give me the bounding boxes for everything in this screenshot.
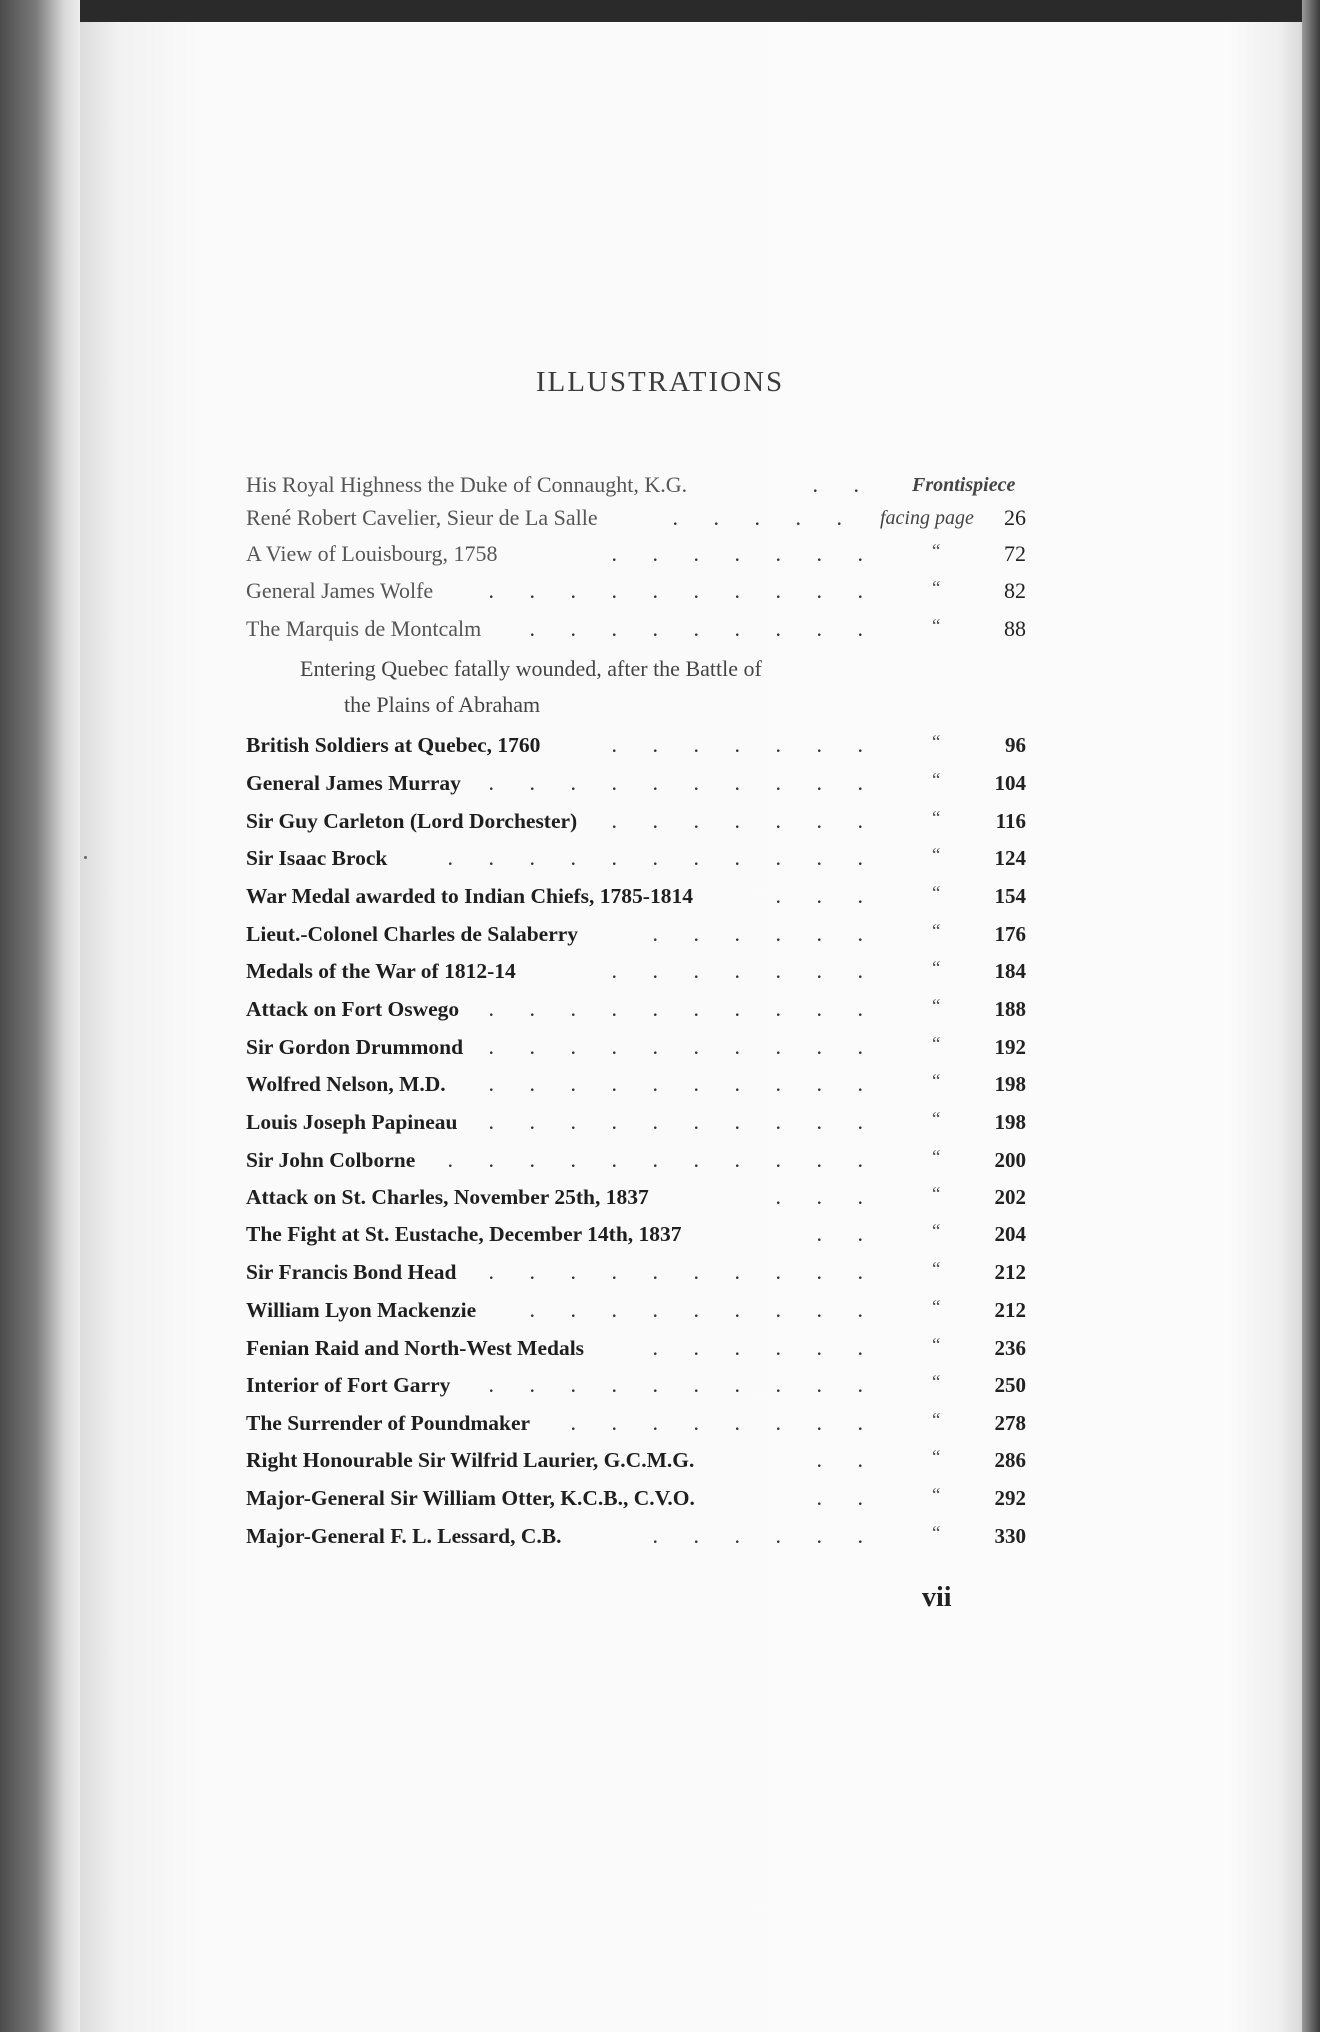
ditto-mark: “	[932, 1297, 941, 1318]
list-item	[0, 537, 1320, 571]
entry-label: Sir Gordon Drummond	[246, 1035, 464, 1059]
leader-dots: . . . . . . . . . .	[488, 1259, 878, 1284]
entry-subtitle-line: the Plains of Abraham	[344, 692, 541, 717]
ditto-mark: “	[932, 1184, 941, 1205]
entry-label: Sir Isaac Brock	[246, 846, 388, 870]
entry-label: Fenian Raid and North-West Medals	[246, 1336, 585, 1360]
ditto-mark: “	[932, 1109, 941, 1130]
entry-label: War Medal awarded to Indian Chiefs, 1785-1814	[246, 884, 693, 908]
entry-page-number: 212	[994, 1260, 1026, 1284]
page-folio: vii	[922, 1582, 952, 1613]
entry-label: Louis Joseph Papineau	[246, 1110, 458, 1134]
entry-label: William Lyon Mackenzie	[246, 1298, 477, 1322]
entry-label: Sir Guy Carleton (Lord Dorchester)	[246, 809, 578, 833]
list-item	[0, 501, 1320, 535]
entry-label: British Soldiers at Quebec, 1760	[246, 733, 541, 757]
ditto-mark: “	[932, 996, 941, 1017]
entry-label: The Fight at St. Eustache, December 14th, 1837	[246, 1222, 682, 1246]
list-item	[0, 954, 1320, 988]
entry-label: Lieut.-Colonel Charles de Salaberry	[246, 922, 579, 946]
entry-page-number: 104	[994, 771, 1026, 795]
leader-dots: . . . . . . . .	[570, 1410, 878, 1435]
list-item	[0, 917, 1320, 951]
leader-dots: . . . . . . . . . .	[488, 578, 878, 603]
entry-page-number: 198	[994, 1110, 1026, 1134]
list-item	[0, 1217, 1320, 1251]
ditto-mark: “	[932, 808, 941, 829]
entry-page-number: 88	[1004, 616, 1026, 641]
list-item	[0, 1255, 1320, 1289]
leader-dots: . .	[816, 1221, 878, 1246]
ditto-mark: “	[932, 883, 941, 904]
ditto-mark: “	[932, 1485, 941, 1506]
ditto-mark: “	[932, 1034, 941, 1055]
list-item	[0, 804, 1320, 838]
ditto-mark: “	[932, 616, 941, 637]
entry-label: Attack on St. Charles, November 25th, 1837	[246, 1185, 649, 1209]
list-item	[0, 1030, 1320, 1064]
entry-subtitle-line: Entering Quebec fatally wounded, after the Battle of	[300, 656, 762, 681]
leader-dots: . . . . . . .	[611, 732, 878, 757]
list-item	[0, 879, 1320, 913]
leader-dots: . . . . .	[672, 505, 857, 530]
list-item	[0, 1293, 1320, 1327]
entry-page-number: 200	[994, 1148, 1026, 1172]
book-page	[80, 22, 1305, 2032]
entry-page-number: 292	[994, 1486, 1026, 1510]
list-item	[0, 574, 1320, 608]
leader-dots: . . . . . .	[652, 1335, 878, 1360]
list-item	[0, 1406, 1320, 1440]
leader-dots: . . . . . . .	[611, 808, 878, 833]
entry-label: Major-General Sir William Otter, K.C.B., C.V.O.	[246, 1486, 695, 1510]
entry-label: General James Wolfe	[246, 578, 434, 603]
leader-dots: . . . . . . .	[611, 958, 878, 983]
entry-page-number: 202	[994, 1185, 1026, 1209]
facing-page-note: facing page	[880, 507, 974, 529]
entry-page-number: 96	[1005, 733, 1026, 757]
list-item	[0, 1443, 1320, 1477]
leader-dots: . . . . . . . . . .	[488, 770, 878, 795]
entry-label: His Royal Highness the Duke of Connaught, K.G.	[246, 472, 688, 497]
entry-page-number: 116	[995, 809, 1026, 833]
page-title: ILLUSTRATIONS	[535, 366, 785, 398]
entry-label: Major-General F. L. Lessard, C.B.	[246, 1524, 562, 1548]
ditto-mark: “	[932, 1447, 941, 1468]
ditto-mark: “	[932, 1071, 941, 1092]
entry-label: The Surrender of Poundmaker	[246, 1411, 531, 1435]
list-item	[0, 841, 1320, 875]
leader-dots: . . . . . . . . .	[529, 616, 878, 641]
entry-page-number: 192	[994, 1035, 1026, 1059]
entry-label: A View of Louisbourg, 1758	[246, 541, 498, 566]
entry-page-number: 330	[994, 1524, 1026, 1548]
leader-dots: . .	[812, 472, 874, 497]
list-item	[0, 1331, 1320, 1365]
frontispiece-note: Frontispiece	[912, 474, 1016, 496]
list-item	[0, 1481, 1320, 1515]
ditto-mark: “	[932, 1147, 941, 1168]
ditto-mark: “	[932, 1410, 941, 1431]
entry-label: General James Murray	[246, 771, 461, 795]
leader-dots: . .	[816, 1447, 878, 1472]
entry-page-number: 250	[994, 1373, 1026, 1397]
entry-page-number: 176	[994, 922, 1026, 946]
leader-dots: . . .	[775, 1184, 878, 1209]
entry-label: Interior of Fort Garry	[246, 1373, 451, 1397]
leader-dots: . . . . . . . . . . .	[447, 1147, 878, 1172]
ditto-mark: “	[932, 541, 941, 562]
leader-dots: . . . . . . . . .	[529, 1297, 878, 1322]
entry-page-number: 278	[994, 1411, 1026, 1435]
ditto-mark: “	[932, 1259, 941, 1280]
leader-dots: . . . . . . . . . .	[488, 1109, 878, 1134]
list-item	[0, 1105, 1320, 1139]
list-item	[0, 1180, 1320, 1214]
entry-page-number: 26	[1004, 505, 1026, 530]
list-item	[0, 728, 1320, 762]
entry-label: The Marquis de Montcalm	[246, 616, 482, 641]
list-item	[0, 1143, 1320, 1177]
entry-label: Wolfred Nelson, M.D.	[246, 1072, 446, 1096]
entry-label: René Robert Cavelier, Sieur de La Salle	[246, 505, 598, 530]
ditto-mark: “	[932, 770, 941, 791]
entry-label: Sir John Colborne	[246, 1148, 416, 1172]
leader-dots: . . . . . . .	[611, 541, 878, 566]
ditto-mark: “	[932, 921, 941, 942]
leader-dots: . . . . . .	[652, 921, 878, 946]
ditto-mark: “	[932, 732, 941, 753]
leader-dots: . . . . . . . . . .	[488, 1034, 878, 1059]
entry-page-number: 188	[994, 997, 1026, 1021]
list-item	[0, 468, 1320, 502]
entry-page-number: 204	[994, 1222, 1026, 1246]
ditto-mark: “	[932, 958, 941, 979]
ditto-mark: “	[932, 1335, 941, 1356]
leader-dots: . . . . . . . . . . .	[447, 845, 878, 870]
entry-page-number: 154	[994, 884, 1026, 908]
list-item	[0, 992, 1320, 1026]
list-item	[0, 1067, 1320, 1101]
leader-dots: . . . . . . . . . .	[488, 1071, 878, 1096]
entry-page-number: 124	[994, 846, 1026, 870]
list-item	[0, 1519, 1320, 1553]
entry-page-number: 212	[994, 1298, 1026, 1322]
list-item	[0, 612, 1320, 646]
ditto-mark: “	[932, 1523, 941, 1544]
ditto-mark: “	[932, 578, 941, 599]
leader-dots: . . . . . . . . . .	[488, 1372, 878, 1397]
entry-page-number: 72	[1004, 541, 1026, 566]
entry-label: Sir Francis Bond Head	[246, 1260, 457, 1284]
entry-label: Attack on Fort Oswego	[246, 997, 460, 1021]
entry-page-number: 184	[994, 959, 1026, 983]
entry-page-number: 286	[994, 1448, 1026, 1472]
entry-label: Medals of the War of 1812-14	[246, 959, 516, 983]
entry-page-number: 198	[994, 1072, 1026, 1096]
entry-page-number: 236	[994, 1336, 1026, 1360]
leader-dots: . . . . . .	[652, 1523, 878, 1548]
ditto-mark: “	[932, 1221, 941, 1242]
entry-label: Right Honourable Sir Wilfrid Laurier, G.C.M.G.	[246, 1448, 695, 1472]
leader-dots: . . . . . . . . . .	[488, 996, 878, 1021]
leader-dots: . .	[816, 1485, 878, 1510]
entry-page-number: 82	[1004, 578, 1026, 603]
list-item	[0, 1368, 1320, 1402]
ditto-mark: “	[932, 845, 941, 866]
list-item	[0, 766, 1320, 800]
ditto-mark: “	[932, 1372, 941, 1393]
leader-dots: . . .	[775, 883, 878, 908]
